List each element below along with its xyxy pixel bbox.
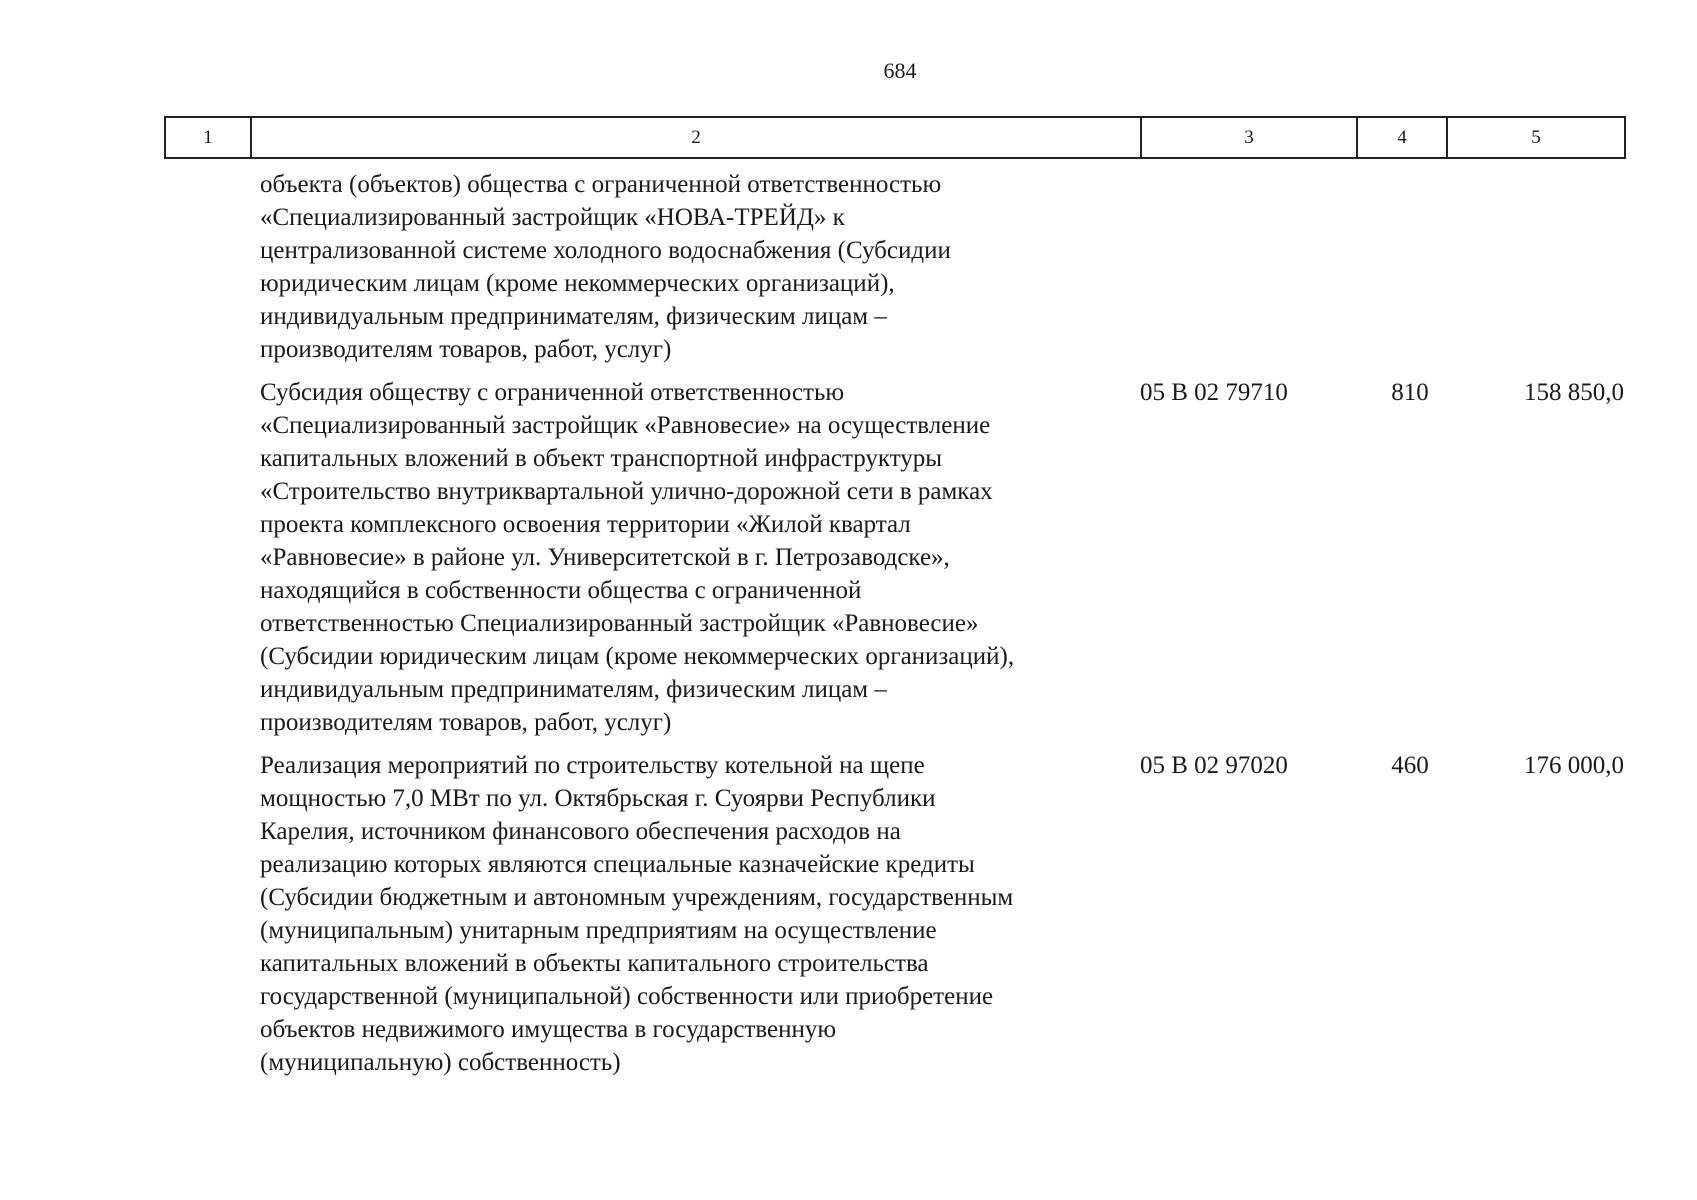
- column-header-5: 5: [1447, 117, 1625, 158]
- row-description: [260, 376, 1140, 739]
- description-line: объектов недвижимого имущества в государственную: [260, 1016, 837, 1043]
- description-line: находящийся в собственности общества с ограниченной: [260, 577, 862, 604]
- column-header-1: 1: [165, 117, 251, 158]
- row-expense-type: 460: [1391, 752, 1429, 779]
- description-line: централизованной системе холодного водоснабжения (Субсидии: [260, 237, 951, 264]
- description-line: индивидуальным предпринимателям, физическим лицам –: [260, 303, 887, 330]
- row-code: 05 В 02 97020: [1140, 752, 1288, 779]
- description-line: Субсидия обществу с ограниченной ответственностью: [260, 379, 845, 406]
- column-header-4: 4: [1357, 117, 1447, 158]
- row-amount: 158 850,0: [1524, 379, 1624, 406]
- description-line: Реализация мероприятий по строительству котельной на щепе: [260, 752, 925, 779]
- description-line: (муниципальным) унитарным предприятиям на осуществление: [260, 917, 937, 944]
- column-header-table: [164, 116, 1626, 159]
- description-line: «Специализированный застройщик «НОВА-ТРЕЙД» к: [260, 204, 845, 231]
- row-expense-type: 810: [1391, 379, 1429, 406]
- row-code: 05 В 02 79710: [1140, 379, 1288, 406]
- description-line: проекта комплексного освоения территории «Жилой квартал: [260, 511, 911, 538]
- description-line: государственной (муниципальной) собственности или приобретение: [260, 983, 994, 1010]
- description-line: объекта (объектов) общества с ограниченной ответственностью: [260, 171, 942, 198]
- description-line: Карелия, источником финансового обеспечения расходов на: [260, 818, 901, 845]
- description-line: производителям товаров, работ, услуг): [260, 336, 672, 363]
- table-row: [260, 168, 1624, 366]
- description-line: капитальных вложений в объекты капитального строительства: [260, 950, 929, 977]
- row-description: [260, 168, 1140, 366]
- column-header-3: 3: [1141, 117, 1357, 158]
- row-amount: 176 000,0: [1524, 752, 1624, 779]
- table-body: [260, 168, 1624, 1089]
- description-line: ответственностью Специализированный застройщик «Равновесие»: [260, 610, 979, 637]
- column-header-2: 2: [251, 117, 1141, 158]
- column-header-row: [165, 117, 1625, 158]
- description-line: мощностью 7,0 МВт по ул. Октябрьская г. Суоярви Республики: [260, 785, 936, 812]
- description-line: (муниципальную) собственность): [260, 1049, 621, 1076]
- description-line: индивидуальным предпринимателям, физическим лицам –: [260, 676, 887, 703]
- table-row: [260, 376, 1624, 739]
- description-line: капитальных вложений в объект транспортной инфраструктуры: [260, 445, 943, 472]
- description-line: «Специализированный застройщик «Равновесие» на осуществление: [260, 412, 991, 439]
- page-number: 684: [883, 58, 917, 83]
- description-line: реализацию которых являются специальные казначейские кредиты: [260, 851, 975, 878]
- description-line: (Субсидии юридическим лицам (кроме некоммерческих организаций),: [260, 643, 1015, 670]
- description-line: «Равновесие» в районе ул. Университетской в г. Петрозаводске»,: [260, 544, 950, 571]
- description-line: юридическим лицам (кроме некоммерческих организаций),: [260, 270, 895, 297]
- description-line: производителям товаров, работ, услуг): [260, 709, 672, 736]
- description-line: (Субсидии бюджетным и автономным учреждениям, государственным: [260, 884, 1014, 911]
- table-row: [260, 749, 1624, 1079]
- description-line: «Строительство внутриквартальной улично-дорожной сети в рамках: [260, 478, 993, 505]
- row-description: [260, 749, 1140, 1079]
